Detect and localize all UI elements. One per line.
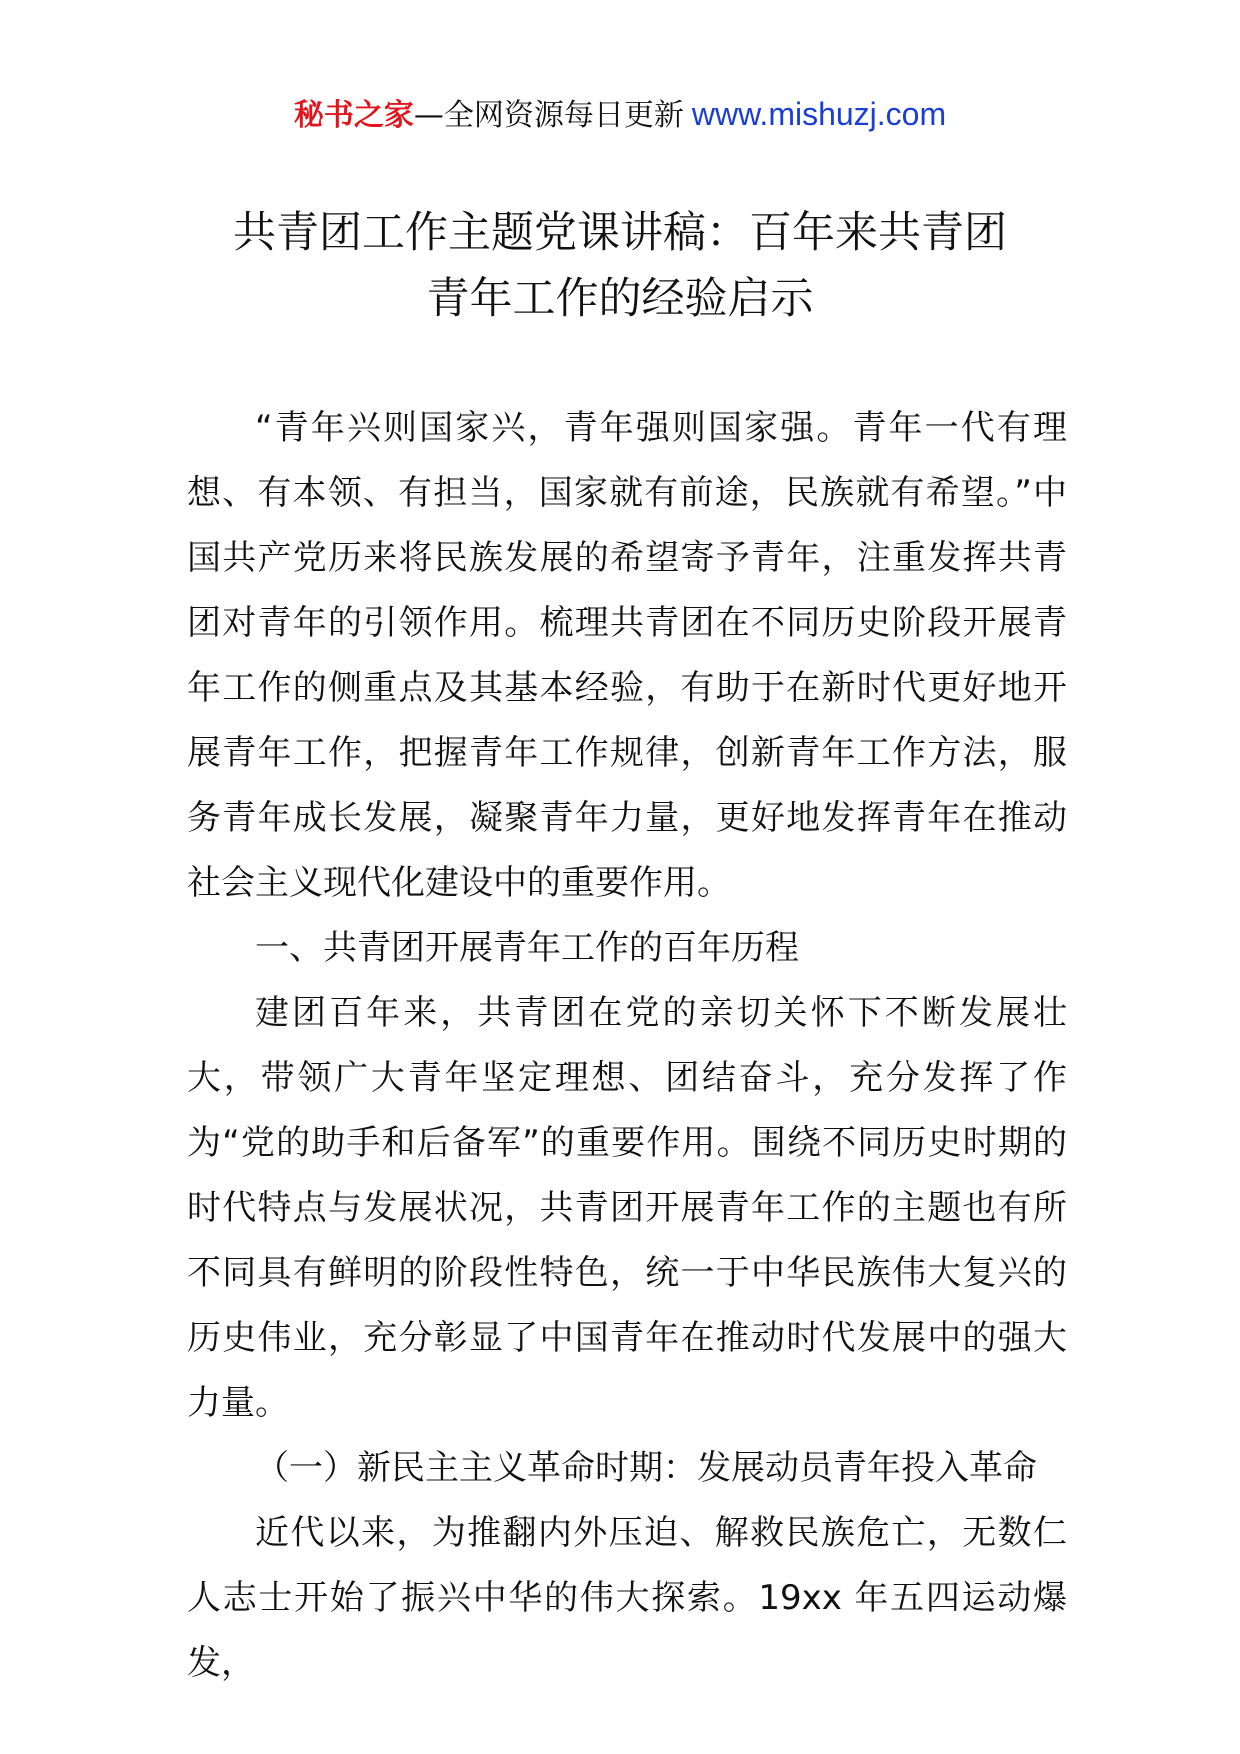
- site-tagline: —全网资源每日更新: [413, 98, 684, 133]
- subsection-paragraph-1: 近代以来，为推翻内外压迫、解救民族危亡，无数仁人志士开始了振兴中华的伟大探索。19xx 年五四运动爆发，: [187, 1513, 1067, 1683]
- document-title: [150, 200, 1090, 332]
- document-body: [187, 396, 1067, 1696]
- section-paragraph-1: 建团百年来，共青团在党的亲切关怀下不断发展壮大，带领广大青年坚定理想、团结奋斗，充分发挥了作为“党的助手和后备军”的重要作用。围绕不同历史时期的时代特点与发展状况，共青团开展青年工作的主题也有所不同具有鲜明的阶段性特色，统一于中华民族伟大复兴的历史伟业，充分彰显了中国青年在推动时代发展中的强大力量。: [187, 993, 1067, 1423]
- title-line-2: 青年工作的经验启示: [426, 274, 814, 324]
- intro-paragraph: “青年兴则国家兴，青年强则国家强。青年一代有理想、有本领、有担当，国家就有前途，民族就有希望。”中国共产党历来将民族发展的希望寄予青年，注重发挥共青团对青年的引领作用。梳理共青团在不同历史阶段开展青年工作的侧重点及其基本经验，有助于在新时代更好地开展青年工作，把握青年工作规律，创新青年工作方法，服务青年成长发展，凝聚青年力量，更好地发挥青年在推动社会主义现代化建设中的重要作用。: [187, 408, 1067, 903]
- section-heading-1: 一、共青团开展青年工作的百年历程: [255, 928, 799, 968]
- site-brand: 秘书之家: [293, 98, 414, 133]
- title-line-1: 共青团工作主题党课讲稿：百年来共青团: [233, 208, 1007, 258]
- site-header: [0, 92, 1240, 138]
- site-url-link[interactable]: www.mishuzj.com: [691, 96, 947, 132]
- subsection-heading-1: （一）新民主主义革命时期：发展动员青年投入革命: [255, 1448, 1037, 1488]
